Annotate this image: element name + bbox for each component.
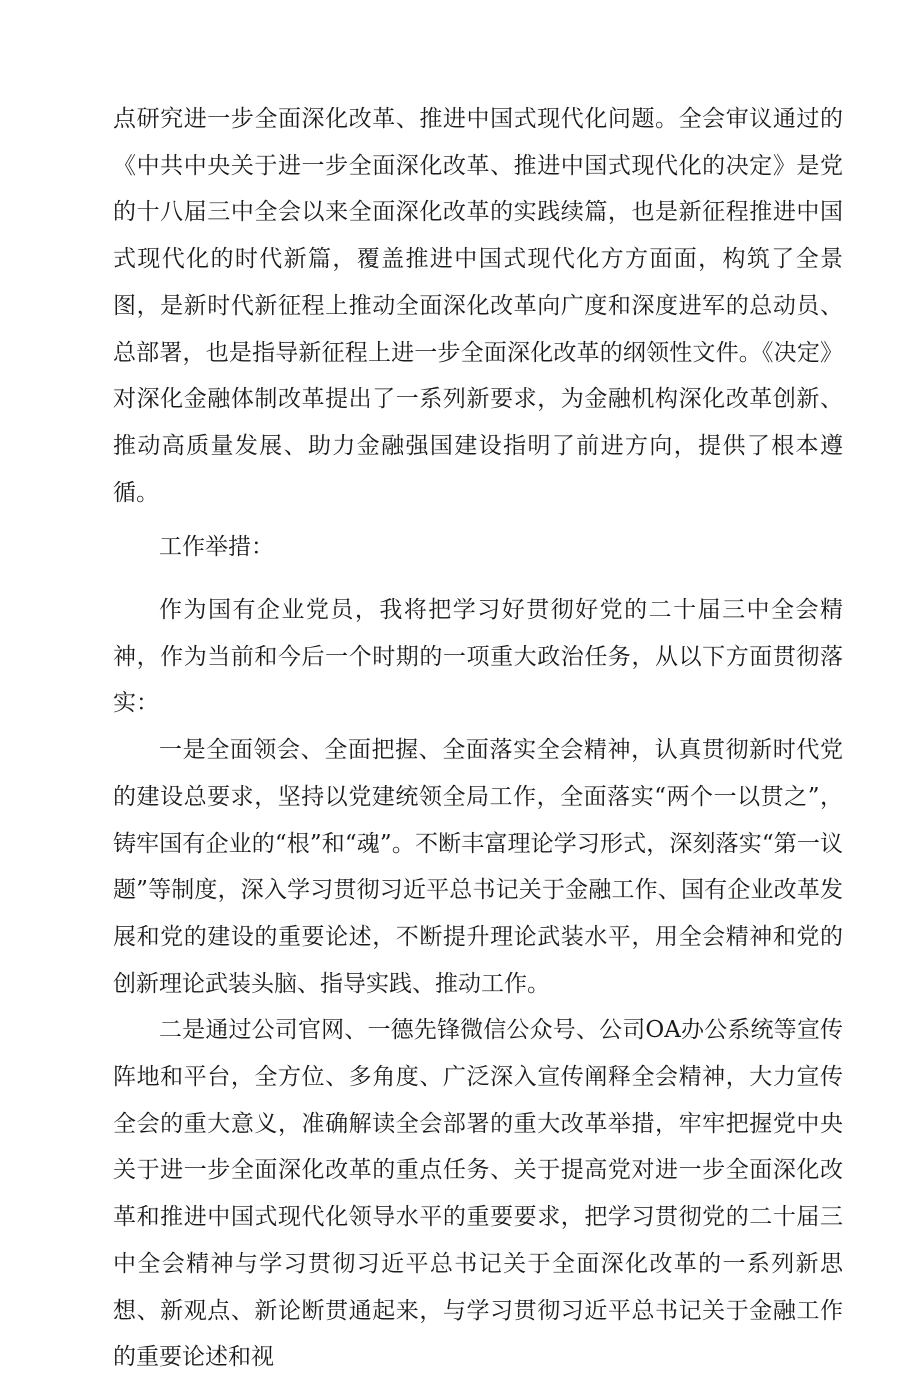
paragraph-continuation: 点研究进一步全面深化改革、推进中国式现代化问题。全会审议通过的《中共中央关于进一步全面深化改革、推进中国式现代化的决定》是党的十八届三中全会以来全面深化改革的实践续篇，也是新征程推进中国式现代化的时代新篇，覆盖推进中国式现代化方方面面，构筑了全景图，是新时代新征程上推动全面深化改革向广度和深度进军的总动员、总部署，也是指导新征程上进一步全面深化改革的纲领性文件。《决定》对深化金融体制改革提出了一系列新要求，为金融机构深化改革创新、推动高质量发展、助力金融强国建设指明了前进方向，提供了根本遵循。 bbox=[113, 106, 843, 506]
document-body bbox=[113, 96, 843, 1381]
paragraph-measure-two: 二是通过公司官网、一德先锋微信公众号、公司OA办公系统等宣传阵地和平台，全方位、多角度、广泛深入宣传阐释全会精神，大力宣传全会的重大意义，准确解读全会部署的重大改革举措，牢牢把握党中央关于进一步全面深化改革的重点任务、关于提高党对进一步全面深化改革和推进中国式现代化领导水平的重要要求，把学习贯彻党的二十届三中全会精神与学习贯彻习近平总书记关于全面深化改革的一系列新思想、新观点、新论断贯通起来，与学习贯彻习近平总书记关于金融工作的重要论述和视 bbox=[113, 1017, 843, 1371]
section-heading-work-measures: 工作举措： bbox=[159, 534, 274, 561]
paragraph-intro: 作为国有企业党员，我将把学习好贯彻好党的二十届三中全会精神，作为当前和今后一个时期的一项重大政治任务，从以下方面贯彻落实： bbox=[113, 597, 843, 717]
paragraph-measure-one: 一是全面领会、全面把握、全面落实全会精神，认真贯彻新时代党的建设总要求，坚持以党建统领全局工作，全面落实“两个一以贯之”，铸牢国有企业的“根”和“魂”。不断丰富理论学习形式，深刻落实“第一议题”等制度，深入学习贯彻习近平总书记关于金融工作、国有企业改革发展和党的建设的重要论述，不断提升理论武装水平，用全会精神和党的创新理论武装头脑、指导实践、推动工作。 bbox=[113, 737, 843, 997]
